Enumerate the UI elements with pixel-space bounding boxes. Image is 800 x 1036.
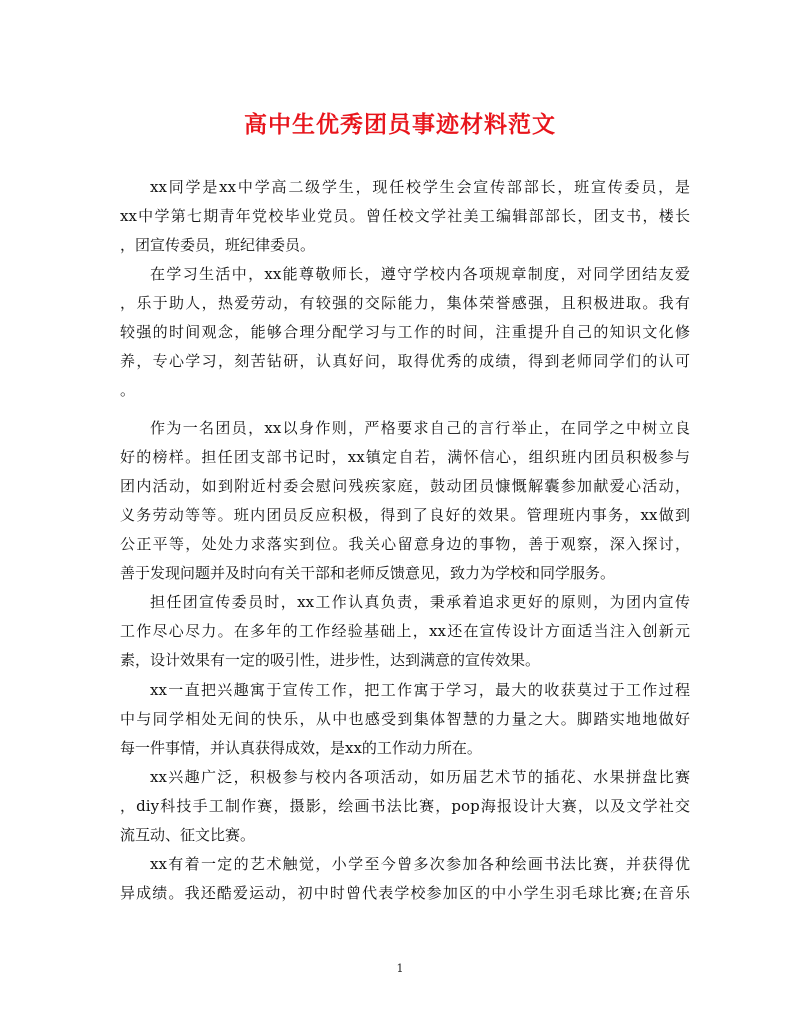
body-line: xx一直把兴趣寓于宣传工作，把工作寓于学习，最大的收获莫过于工作过程 [150, 681, 690, 699]
body-line: 团内活动，如到附近村委会慰问残疾家庭，鼓动团员慷慨解囊参加献爱心活动， [120, 477, 690, 495]
body-line: 义务劳动等等。班内团员反应积极，得到了良好的效果。管理班内事务，xx做到 [120, 506, 690, 524]
body-line: 善于发现问题并及时向有关干部和老师反馈意见，致力为学校和同学服务。 [120, 564, 616, 582]
body-line: 好的榜样。担任团支部书记时，xx镇定自若，满怀信心，组织班内团员积极参与 [120, 448, 690, 466]
body-line: ，乐于助人，热爱劳动，有较强的交际能力，集体荣誉感强，且积极进取。我有 [120, 294, 690, 312]
body-line: 流互动、征文比赛。 [120, 826, 256, 844]
body-line: xx中学第七期青年党校毕业党员。曾任校文学社美工编辑部部长，团支书，楼长 [120, 207, 690, 225]
body-line: 作为一名团员，xx以身作则，严格要求自己的言行举止，在同学之中树立良 [150, 419, 690, 437]
body-line: 工作尽心尽力。在多年的工作经验基础上，xx还在宣传设计方面适当注入创新元 [120, 622, 690, 640]
body-line: ，团宣传委员，班纪律委员。 [120, 236, 316, 254]
body-line: xx同学是xx中学高二级学生，现任校学生会宣传部部长，班宣传委员，是 [150, 178, 690, 196]
body-line: 每一件事情，并认真获得成效，是xx的工作动力所在。 [120, 739, 482, 757]
body-line: ，diy科技手工制作赛，摄影，绘画书法比赛，pop海报设计大赛，以及文学社交 [120, 797, 690, 815]
body-line: 担任团宣传委员时，xx工作认真负责，秉承着追求更好的原则，为团内宣传 [150, 593, 690, 611]
body-line: 在学习生活中，xx能尊敬师长，遵守学校内各项规章制度，对同学团结友爱 [150, 265, 690, 283]
body-line: 中与同学相处无间的快乐，从中也感受到集体智慧的力量之大。脚踏实地地做好 [120, 710, 690, 728]
body-line: xx兴趣广泛，积极参与校内各项活动，如历届艺术节的插花、水果拼盘比赛 [150, 768, 690, 786]
body-line: 公正平等，处处力求落实到位。我关心留意身边的事物，善于观察，深入探讨， [120, 535, 690, 553]
page-number: 1 [396, 962, 404, 975]
body-line: xx有着一定的艺术触觉，小学至今曾多次参加各种绘画书法比赛，并获得优 [150, 855, 690, 873]
body-line: 。 [120, 381, 136, 399]
body-line: 养，专心学习，刻苦钻研，认真好问，取得优秀的成绩，得到老师同学们的认可 [120, 352, 690, 370]
body-line: 较强的时间观念，能够合理分配学习与工作的时间，注重提升自己的知识文化修 [120, 323, 690, 341]
document-title: 高中生优秀团员事迹材料范文 [244, 111, 556, 138]
body-line: 素，设计效果有一定的吸引性，进步性，达到满意的宣传效果。 [120, 651, 541, 669]
body-line: 异成绩。我还酷爱运动，初中时曾代表学校参加区的中小学生羽毛球比赛;在音乐 [120, 884, 690, 902]
